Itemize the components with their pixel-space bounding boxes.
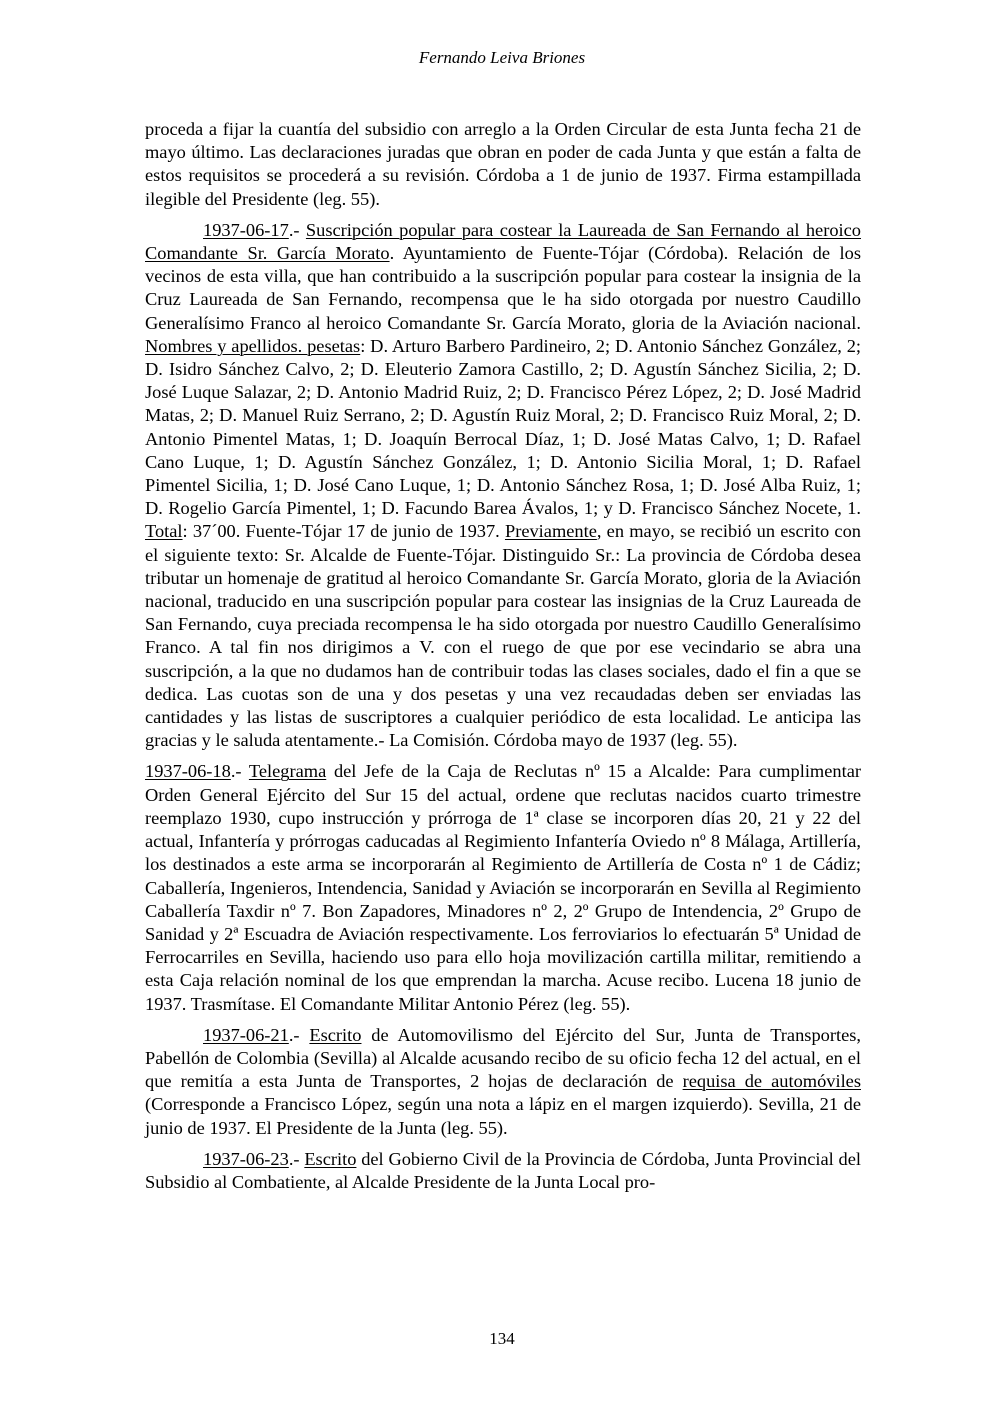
entry-text: , en mayo, se recibió un escrito con el siguiente texto: Sr. Alcalde de Fuente-Tójar. Distinguido Sr.: La provincia de Córdoba desea tributar un homenaje de gratitud al heroico Comandante Sr. García Morato, gloria de la Aviación nacional, traducido en una suscripción popular para costear las insignias de la Cruz Laureada de San Fernando, cuya preciada recompensa le ha sido otorgada por nuestro Caudillo Generalísimo Franco. A tal fin nos dirigimos a V. con el ruego de que por ese vecindario se abra una suscripción, a la que no dudamos han de contribuir todas las clases sociales, dado el fin a que se dedica. Las cuotas son de una y dos pesetas y una vez recaudadas deben ser enviadas las cantidades y las listas de suscriptores a cualquier periódico de esta localidad. Le anticipa las gracias y le saluda atentamente.- La Comisión. Córdoba mayo de 1937 (leg. 55). [145,521,861,751]
entry-1937-06-23 [145,1148,861,1194]
entry-text: . Ayuntamiento de Fuente-Tójar (Córdoba). Relación de los vecinos de esta villa, que han contribuido a la suscripción popular para costear la insignia de la Cruz Laureada de San Fernando, recompensa que le ha sido otorgada por nuestro Caudillo Generalísimo Franco al heroico Comandante Sr. García Morato, gloria de la Aviación nacional. [145,243,861,333]
entry-date: 1937-06-21 [203,1024,289,1045]
document-type-label: Telegrama [248,761,327,782]
entry-separator: .- [288,1024,310,1045]
running-header: Fernando Leiva Briones [418,48,586,67]
entry-text: : D. Arturo Barbero Pardineiro, 2; D. Antonio Sánchez González, 2; D. Isidro Sánchez Calvo, 2; D. Eleuterio Zamora Castillo, 2; D. Agustín Sánchez Sicilia, 2; D. José Luque Salazar, 2; D. Antonio Madrid Ruiz, 2; D. Francisco Pérez López, 2; D. José Madrid Matas, 2; D. Manuel Ruiz Serrano, 2; D. Agustín Ruiz Moral, 2; D. Francisco Ruiz Moral, 2; D. Antonio Pimentel Matas, 1; D. Joaquín Berrocal Díaz, 1; D. José Matas Calvo, 1; D. Rafael Cano Luque, 1; D. Agustín Sánchez González, 1; D. Antonio Sicilia Moral, 1; D. Rafael Pimentel Sicilia, 1; D. José Cano Luque, 1; D. Antonio Sánchez Rosa, 1; D. José Alba Ruiz, 1; D. Rogelio García Pimentel, 1; D. Facundo Barea Ávalos, 1; y D. Francisco Sánchez Nocete, 1. [145,335,862,519]
entry-date: 1937-06-18 [145,761,231,782]
entry-1937-06-21 [145,1024,861,1140]
names-label: Nombres y apellidos. pesetas [145,335,361,356]
entry-text: del Jefe de la Caja de Reclutas nº 15 a Alcalde: Para cumplimentar Orden General Ejército del Sur 15 del actual, ordene que reclutas nacidos cuarto trimestre reemplazo 1930, cupo instrucción y prórroga de 1ª clase se incorporen días 20, 21 y 22 del actual, Infantería y prórrogas caducadas al Regimiento Infantería Oviedo nº 8 Málaga, Artillería, los destinados a este arma se incorporarán al Regimiento de Artillería de Costa nº 1 de Cádiz; Caballería, Ingenieros, Intendencia, Sanidad y Aviación se incorporarán en Sevilla al Regimiento Caballería Taxdir nº 7. Bon Zapadores, Minadores nº 2, 2º Grupo de Intendencia, 2º Grupo de Sanidad y 2ª Escuadra de Aviación respectivamente. Los ferroviarios lo efectuarán 5ª Unidad de Ferrocarriles en Sevilla, haciendo uso para ello hoja movilización cartilla militar, remitiendo a esta Caja relación nominal de los que emprendan la marcha. Acuse recibo. Lucena 18 junio de 1937. Trasmítase. El Comandante Militar Antonio Pérez (leg. 55). [145,761,861,1014]
entry-separator: .- [230,761,249,782]
entry-text: de Automovilismo del Ejército del Sur, Junta de Transportes, Pabellón de Colombia (Sevilla) al Alcalde acusando recibo de su oficio fecha 12 del actual, en el que remitía a esta Junta de Transportes, 2 hojas de declaración de [145,1024,861,1092]
document-type-label: Escrito [304,1148,357,1169]
entry-date: 1937-06-17 [203,219,289,240]
total-label: Total [145,521,183,542]
entry-1937-06-18 [145,760,861,1015]
previamente-label: Previamente [504,521,597,542]
entry-title: Suscripción popular para costear la Laureada de San Fernando al heroico Comandante Sr. García Morato [145,219,861,264]
document-type-label: Escrito [309,1024,362,1045]
body-text [145,118,861,1202]
page-number: 134 [489,1329,515,1348]
paragraph-continuation: proceda a fijar la cuantía del subsidio con arreglo a la Orden Circular de esta Junta fecha 21 de mayo último. Las declaraciones juradas que obran en poder de cada Junta y que están a falta de estos requisitos se procederá a su revisión. Córdoba a 1 de junio de 1937. Firma estampillada ilegible del Presidente (leg. 55). [145,119,861,209]
entry-text: (Corresponde a Francisco López, según una nota a lápiz en el margen izquierdo). Sevilla, 21 de junio de 1937. El Presidente de la Junta (leg. 55). [145,1094,861,1138]
entry-text: del Gobierno Civil de la Provincia de Córdoba, Junta Provincial del Subsidio al Combatiente, al Alcalde Presidente de la Junta Local pro- [145,1148,861,1192]
entry-1937-06-17 [145,219,861,753]
entry-separator: .- [288,1148,305,1169]
entry-separator: .- [288,219,306,240]
entry-text: : 37´00. Fuente-Tójar 17 de junio de 1937. [182,521,505,542]
requisa-label: requisa de automóviles [682,1071,861,1092]
entry-date: 1937-06-23 [203,1148,289,1169]
